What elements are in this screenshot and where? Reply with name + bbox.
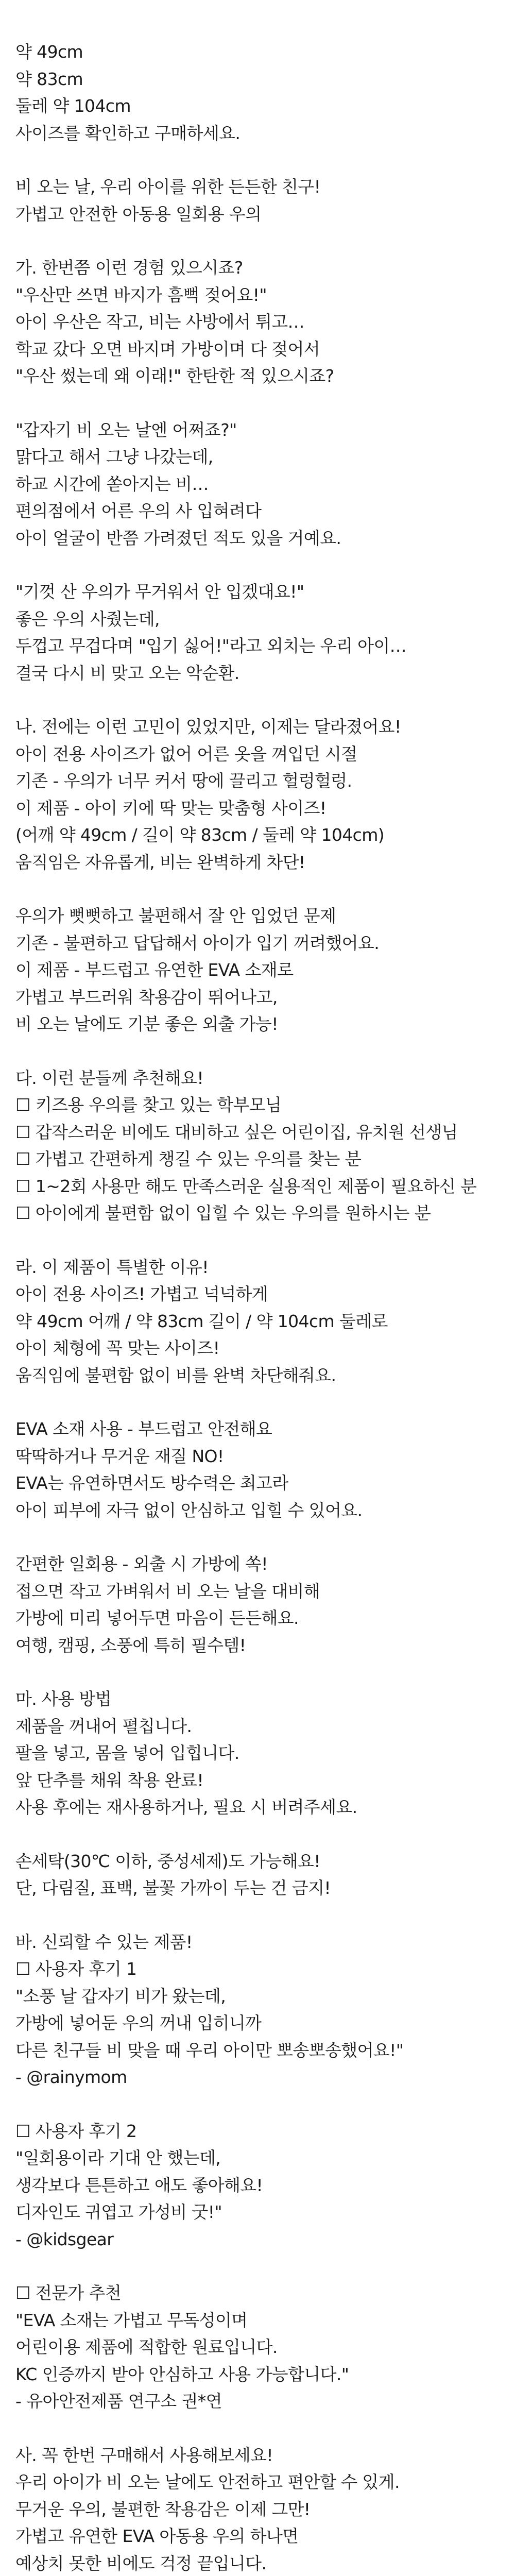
text-paragraph	[15, 1848, 515, 1902]
text-line: 생각보다 튼튼하고 애도 좋아해요!	[15, 2175, 263, 2195]
text-line: 우의가 뻣뻣하고 불편해서 잘 안 입었던 문제	[15, 906, 336, 926]
text-line: EVA는 유연하면서도 방수력은 최고라	[15, 1473, 288, 1493]
text-line: 결국 다시 비 맞고 오는 악순환.	[15, 663, 239, 683]
text-line: 약 83cm	[15, 69, 83, 89]
text-line: 아이 전용 사이즈가 없어 어른 옷을 껴입던 시절	[15, 743, 357, 764]
text-line: 간편한 일회용 - 외출 시 가방에 쏙!	[15, 1554, 268, 1574]
text-line: 예상치 못한 비에도 걱정 끝입니다.	[15, 2553, 267, 2573]
text-line: 비 오는 날에도 기분 좋은 외출 가능!	[15, 1014, 278, 1034]
text-line: 제품을 꺼내어 펼칩니다.	[15, 1716, 192, 1736]
text-line: 가방에 넣어둔 우의 꺼내 입히니까	[15, 2013, 262, 2033]
text-line: KC 인증까지 받아 안심하고 사용 가능합니다."	[15, 2364, 349, 2384]
text-line: 학교 갔다 오면 바지며 가방이며 다 젖어서	[15, 338, 320, 359]
text-line: 아이 피부에 자극 없이 안심하고 입힐 수 있어요.	[15, 1500, 363, 1520]
text-line: 다른 친구들 비 맞을 때 우리 아이만 뽀송뽀송했어요!"	[15, 2040, 404, 2060]
text-line: 어린이용 제품에 적합한 원료입니다.	[15, 2337, 278, 2357]
text-line: ☐ 가볍고 간편하게 챙길 수 있는 우의를 찾는 분	[15, 1149, 362, 1169]
text-line: 아이 체형에 꼭 맞는 사이즈!	[15, 1338, 220, 1358]
text-line: 우리 아이가 비 오는 날에도 안전하고 편안할 수 있게.	[15, 2472, 400, 2492]
text-line: "일회용이라 기대 안 했는데,	[15, 2148, 221, 2168]
text-line: 하교 시간에 쏟아지는 비…	[15, 473, 209, 494]
text-line: - 유아안전제품 연구소 권*연	[15, 2391, 222, 2411]
text-line: 앞 단추를 채워 착용 완료!	[15, 1770, 203, 1790]
text-paragraph	[15, 1416, 515, 1524]
text-line: 다. 이런 분들께 추천해요!	[15, 1067, 203, 1088]
text-line: 기존 - 우의가 너무 커서 땅에 끌리고 헐렁헐렁.	[15, 771, 352, 791]
text-line: 디자인도 귀엽고 가성비 굿!"	[15, 2202, 222, 2222]
text-line: 딱딱하거나 무거운 재질 NO!	[15, 1446, 224, 1466]
text-paragraph	[15, 2280, 515, 2415]
text-line: "소풍 날 갑자기 비가 왔는데,	[15, 1986, 226, 2006]
text-line: 이 제품 - 아이 키에 딱 맞는 맞춤형 사이즈!	[15, 798, 327, 818]
text-line: 단, 다림질, 표백, 불꽃 가까이 두는 건 금지!	[15, 1878, 331, 1898]
text-line: - @rainymom	[15, 2067, 127, 2087]
text-line: 바. 신뢰할 수 있는 제품!	[15, 1931, 193, 1952]
text-line: 가볍고 부드러워 착용감이 뛰어나고,	[15, 987, 278, 1007]
text-line: ☐ 사용자 후기 2	[15, 2121, 137, 2141]
text-paragraph	[15, 255, 515, 390]
text-line: 접으면 작고 가벼워서 비 오는 날을 대비해	[15, 1581, 320, 1601]
text-line: 맑다고 해서 그냥 나갔는데,	[15, 447, 213, 467]
text-line: 약 49cm 어깨 / 약 83cm 길이 / 약 104cm 둘레로	[15, 1311, 388, 1331]
text-line: EVA 소재 사용 - 부드럽고 안전해요	[15, 1419, 272, 1439]
text-line: 가방에 미리 넣어두면 마음이 든든해요.	[15, 1608, 299, 1628]
text-line: ☐ 전문가 추천	[15, 2283, 122, 2303]
text-paragraph	[15, 1686, 515, 1821]
text-paragraph	[15, 1254, 515, 1389]
text-line: 움직임은 자유롭게, 비는 완벽하게 차단!	[15, 852, 305, 872]
text-line: ☐ 1~2회 사용만 해도 만족스러운 실용적인 제품이 필요하신 분	[15, 1176, 477, 1196]
text-line: 기존 - 불편하고 답답해서 아이가 입기 꺼려했어요.	[15, 933, 380, 953]
text-line: ☐ 갑작스러운 비에도 대비하고 싶은 어린이집, 유치원 선생님	[15, 1122, 458, 1142]
text-line: 무거운 우의, 불편한 착용감은 이제 그만!	[15, 2499, 311, 2519]
text-line: 아이 우산은 작고, 비는 사방에서 튀고…	[15, 312, 304, 332]
text-line: "기껏 산 우의가 무거워서 안 입겠대요!"	[15, 582, 304, 602]
text-line: 둘레 약 104cm	[15, 96, 131, 116]
text-line: 좋은 우의 사줬는데,	[15, 608, 160, 629]
text-line: "우산만 쓰면 바지가 흠뻑 젖어요!"	[15, 284, 267, 305]
text-paragraph	[15, 2118, 515, 2253]
text-paragraph	[15, 174, 515, 228]
text-paragraph	[15, 714, 515, 876]
text-paragraph	[15, 1065, 515, 1227]
text-line: 아이 얼굴이 반쯤 가려졌던 적도 있을 거예요.	[15, 528, 341, 548]
text-line: 손세탁(30℃ 이하, 중성세제)도 가능해요!	[15, 1851, 320, 1871]
text-line: 편의점에서 어른 우의 사 입혀려다	[15, 501, 262, 521]
text-line: - @kidsgear	[15, 2229, 114, 2249]
text-paragraph	[15, 417, 515, 552]
text-paragraph	[15, 1551, 515, 1659]
text-line: 비 오는 날, 우리 아이를 위한 든든한 친구!	[15, 177, 321, 197]
text-line: 사. 꼭 한번 구매해서 사용해보세요!	[15, 2445, 273, 2465]
text-line: 약 49cm	[15, 42, 83, 62]
text-line: 이 제품 - 부드럽고 유연한 EVA 소재로	[15, 960, 294, 980]
text-line: 사용 후에는 재사용하거나, 필요 시 버려주세요.	[15, 1797, 357, 1817]
text-line: 사이즈를 확인하고 구매하세요.	[15, 123, 241, 143]
text-line: 여행, 캠핑, 소풍에 특히 필수템!	[15, 1635, 246, 1655]
text-paragraph	[15, 903, 515, 1038]
text-line: 나. 전에는 이런 고민이 있었지만, 이제는 달라졌어요!	[15, 717, 401, 737]
text-line: 마. 사용 방법	[15, 1689, 112, 1709]
text-line: 움직임에 불편함 없이 비를 완벽 차단해줘요.	[15, 1365, 336, 1385]
text-line: 팔을 넣고, 몸을 넣어 입힙니다.	[15, 1743, 239, 1763]
text-line: 가볍고 안전한 아동용 일회용 우의	[15, 204, 262, 224]
text-line: 두껍고 무겁다며 "입기 싫어!"라고 외치는 우리 아이…	[15, 636, 407, 656]
text-line: 가. 한번쯤 이런 경험 있으시죠?	[15, 258, 243, 278]
text-line: 라. 이 제품이 특별한 이유!	[15, 1257, 209, 1277]
text-paragraph	[15, 1929, 515, 2091]
text-line: 아이 전용 사이즈! 가볍고 넉넉하게	[15, 1284, 268, 1304]
text-line: "갑자기 비 오는 날엔 어쩌죠?"	[15, 419, 237, 440]
text-paragraph	[15, 39, 515, 147]
text-line: ☐ 키즈용 우의를 찾고 있는 학부모님	[15, 1095, 282, 1115]
text-line: 가볍고 유연한 EVA 아동용 우의 하나면	[15, 2526, 299, 2546]
text-line: "EVA 소재는 가볍고 무독성이며	[15, 2310, 248, 2330]
text-paragraph	[15, 2442, 515, 2576]
text-line: ☐ 아이에게 불편함 없이 입힐 수 있는 우의를 원하시는 분	[15, 1203, 431, 1223]
text-paragraph	[15, 579, 515, 687]
text-line: "우산 썼는데 왜 이래!" 한탄한 적 있으시죠?	[15, 366, 334, 386]
text-line: ☐ 사용자 후기 1	[15, 1959, 137, 1979]
text-line: (어깨 약 49cm / 길이 약 83cm / 둘레 약 104cm)	[15, 825, 385, 845]
